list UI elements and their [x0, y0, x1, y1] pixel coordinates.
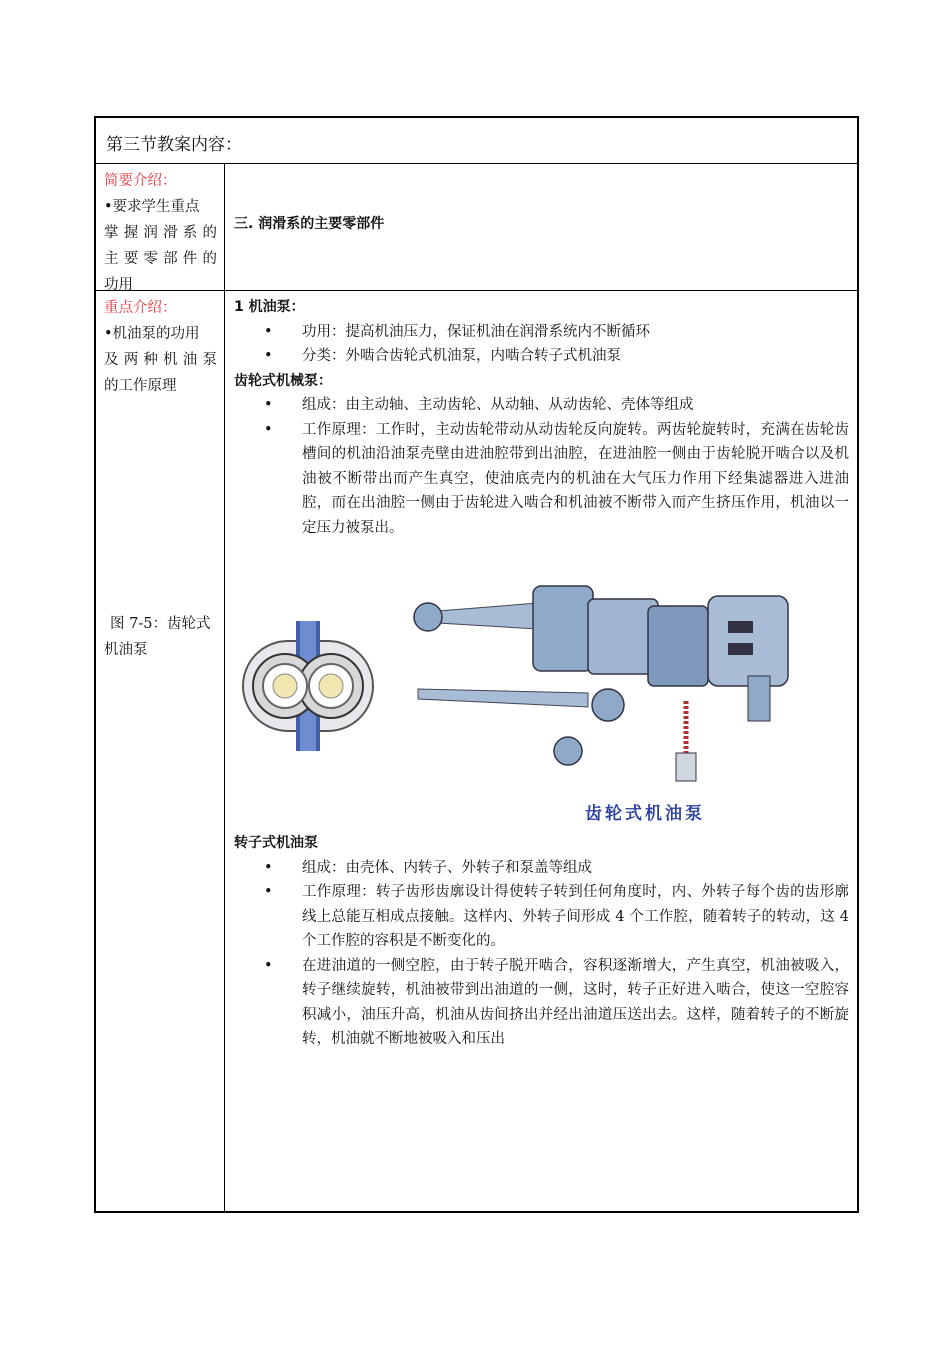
pump-cross-section [243, 621, 373, 751]
key-points-left-cell [104, 295, 217, 399]
intro-right-cell [234, 212, 849, 237]
table-title-row [96, 118, 857, 164]
intro-row [96, 164, 857, 291]
list-item: • 工作原理：工作时，主动齿轮带动从动齿轮反向旋转。两齿轮旋转时，充满在齿轮齿槽间的机油沿油泵壳壁由进油腔带到出油腔，在进油腔一侧由于齿轮脱开啮合以及机油被不断带出而产生真空，使油底壳内的机油在大气压力作用下经集滤器进入进油腔，而在出油腔一侧由于齿轮进入啮合和机油被不断带入而产生挤压作用，机油以一定压力被泵出。 [234, 418, 849, 541]
gear-pump-heading: 齿轮式机械泵： [234, 372, 332, 389]
section-heading: 三. 润滑系的主要零部件 [234, 216, 385, 232]
gear-pump-list [234, 393, 849, 540]
bullet-icon: • [264, 884, 273, 900]
list-item: • 在进油道的一侧空腔，由于转子脱开啮合，容积逐渐增大，产生真空，机油被吸入，转子继续旋转，机油被带到出油道的一侧，这时，转子正好进入啮合，使这一空腔容积减小，油压升高，机油从齿间挤出并经出油道压送出去。这样，随着转子的不断旋转，机油就不断地被吸入和压出 [234, 954, 849, 1052]
rotor-pump-section [234, 831, 849, 1052]
lesson-plan-table [94, 116, 859, 1213]
figure-title: 齿轮式机油泵 [585, 804, 705, 824]
list-item: • 组成：由主动轴、主动齿轮、从动轴、从动齿轮、壳体等组成 [234, 393, 849, 418]
intro-left-cell [104, 168, 217, 298]
list-item: • 功用：提高机油压力，保证机油在润滑系统内不断循环 [234, 320, 849, 345]
intro-line: 主要零部件的 [104, 251, 217, 267]
driven-shaft [418, 689, 624, 765]
key-point-line: 的工作原理 [104, 378, 177, 394]
list-item: • 组成：由壳体、内转子、外转子和泵盖等组成 [234, 856, 849, 881]
bullet-icon: • [264, 323, 273, 340]
intro-line: 掌握润滑系的 [104, 225, 217, 241]
figure-label-line: 图 7-5：齿轮式 [110, 616, 211, 632]
bullet-icon: • [264, 859, 273, 876]
intro-line: 功用 [104, 277, 133, 293]
bullet-icon: • [264, 957, 273, 974]
brief-intro-heading: 简要介绍： [104, 173, 177, 189]
key-point-line: 及两种机油泵 [104, 352, 217, 368]
relief-valve-spring [676, 701, 696, 781]
rotor-pump-list [234, 856, 849, 1052]
bullet-icon: • [264, 397, 273, 413]
oil-pump-list [234, 320, 849, 369]
key-point-line: •机油泵的功用 [104, 326, 200, 342]
bullet-icon: • [264, 348, 273, 364]
gear-pump-illustration [238, 581, 858, 816]
rotor-pump-heading: 转子式机油泵 [234, 835, 318, 851]
list-item: • 工作原理：转子齿形齿廓设计得使转子转到任何角度时，内、外转子每个齿的齿形廓线上总能互相成点接触。这样内、外转子间形成 4 个工作腔，随着转子的转动，这 4 个工作腔的容积是不断变化的。 [234, 880, 849, 954]
key-points-right-cell [234, 295, 849, 540]
intro-line: •要求学生重点 [104, 199, 200, 215]
bullet-icon: • [264, 421, 273, 438]
gear-pump-figure [238, 581, 858, 824]
list-item: • 分类：外啮合齿轮式机油泵，内啮合转子式机油泵 [234, 344, 849, 369]
page-title: 第三节教案内容： [106, 135, 242, 155]
figure-label-line: 机油泵 [104, 642, 148, 658]
key-points-heading: 重点介绍： [104, 300, 177, 316]
figure-label [104, 611, 217, 663]
key-points-row [96, 291, 857, 1213]
oil-pump-heading: 1 机油泵： [234, 299, 305, 315]
